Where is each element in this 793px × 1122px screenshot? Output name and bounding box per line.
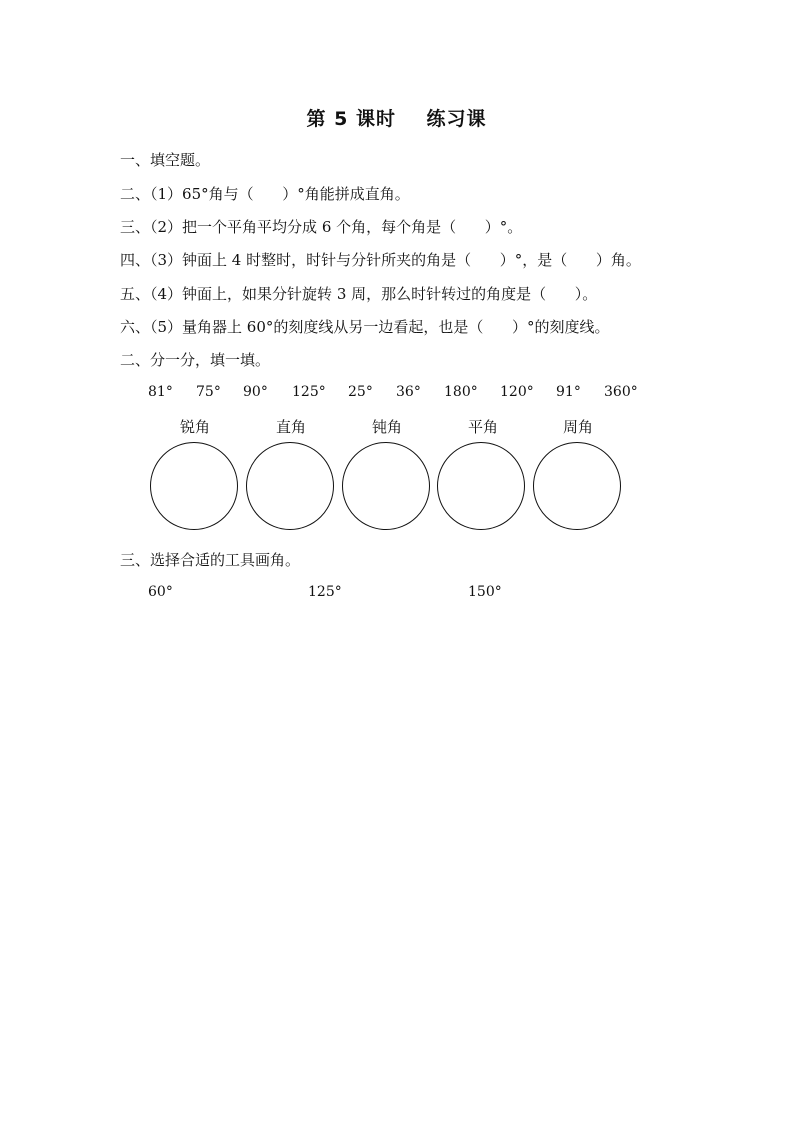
degree-value: 125° bbox=[292, 384, 326, 400]
answer-circle-right[interactable] bbox=[246, 442, 334, 530]
category-label-straight: 平角 bbox=[467, 418, 498, 436]
question-3: 四、（3）钟面上 4 时整时，时针与分针所夹的角是（ ）°，是（ ）角。 bbox=[120, 251, 641, 269]
page-title: 第 5 课时 练习课 bbox=[306, 108, 487, 130]
degree-value: 120° bbox=[500, 384, 534, 400]
question-5: 六、（5）量角器上 60°的刻度线从另一边看起，也是（ ）°的刻度线。 bbox=[120, 318, 610, 336]
category-label-obtuse: 钝角 bbox=[371, 418, 402, 436]
section2-heading: 二、分一分，填一填。 bbox=[120, 351, 271, 369]
category-label-right: 直角 bbox=[275, 418, 306, 436]
answer-circle-obtuse[interactable] bbox=[342, 442, 430, 530]
degree-value: 90° bbox=[243, 384, 268, 400]
degree-value: 81° bbox=[148, 384, 173, 400]
question-1: 二、（1）65°角与（ ）°角能拼成直角。 bbox=[120, 185, 410, 203]
draw-angle-value: 125° bbox=[308, 584, 342, 600]
degree-value: 360° bbox=[604, 384, 638, 400]
degree-value: 36° bbox=[396, 384, 421, 400]
degree-value: 25° bbox=[348, 384, 373, 400]
section1-heading: 一、填空题。 bbox=[120, 151, 211, 169]
draw-angle-value: 60° bbox=[148, 584, 173, 600]
category-label-acute: 锐角 bbox=[179, 418, 210, 436]
question-2: 三、（2）把一个平角平均分成 6 个角，每个角是（ ）°。 bbox=[120, 218, 523, 236]
degree-value: 91° bbox=[556, 384, 581, 400]
draw-angle-value: 150° bbox=[468, 584, 502, 600]
degree-value: 75° bbox=[196, 384, 221, 400]
section3-heading: 三、选择合适的工具画角。 bbox=[120, 551, 301, 569]
question-4: 五、（4）钟面上，如果分针旋转 3 周，那么时针转过的角度是（ ）。 bbox=[120, 285, 598, 303]
answer-circle-straight[interactable] bbox=[437, 442, 525, 530]
answer-circle-full[interactable] bbox=[533, 442, 621, 530]
answer-circle-acute[interactable] bbox=[150, 442, 238, 530]
degree-value: 180° bbox=[444, 384, 478, 400]
category-label-full: 周角 bbox=[562, 418, 593, 436]
